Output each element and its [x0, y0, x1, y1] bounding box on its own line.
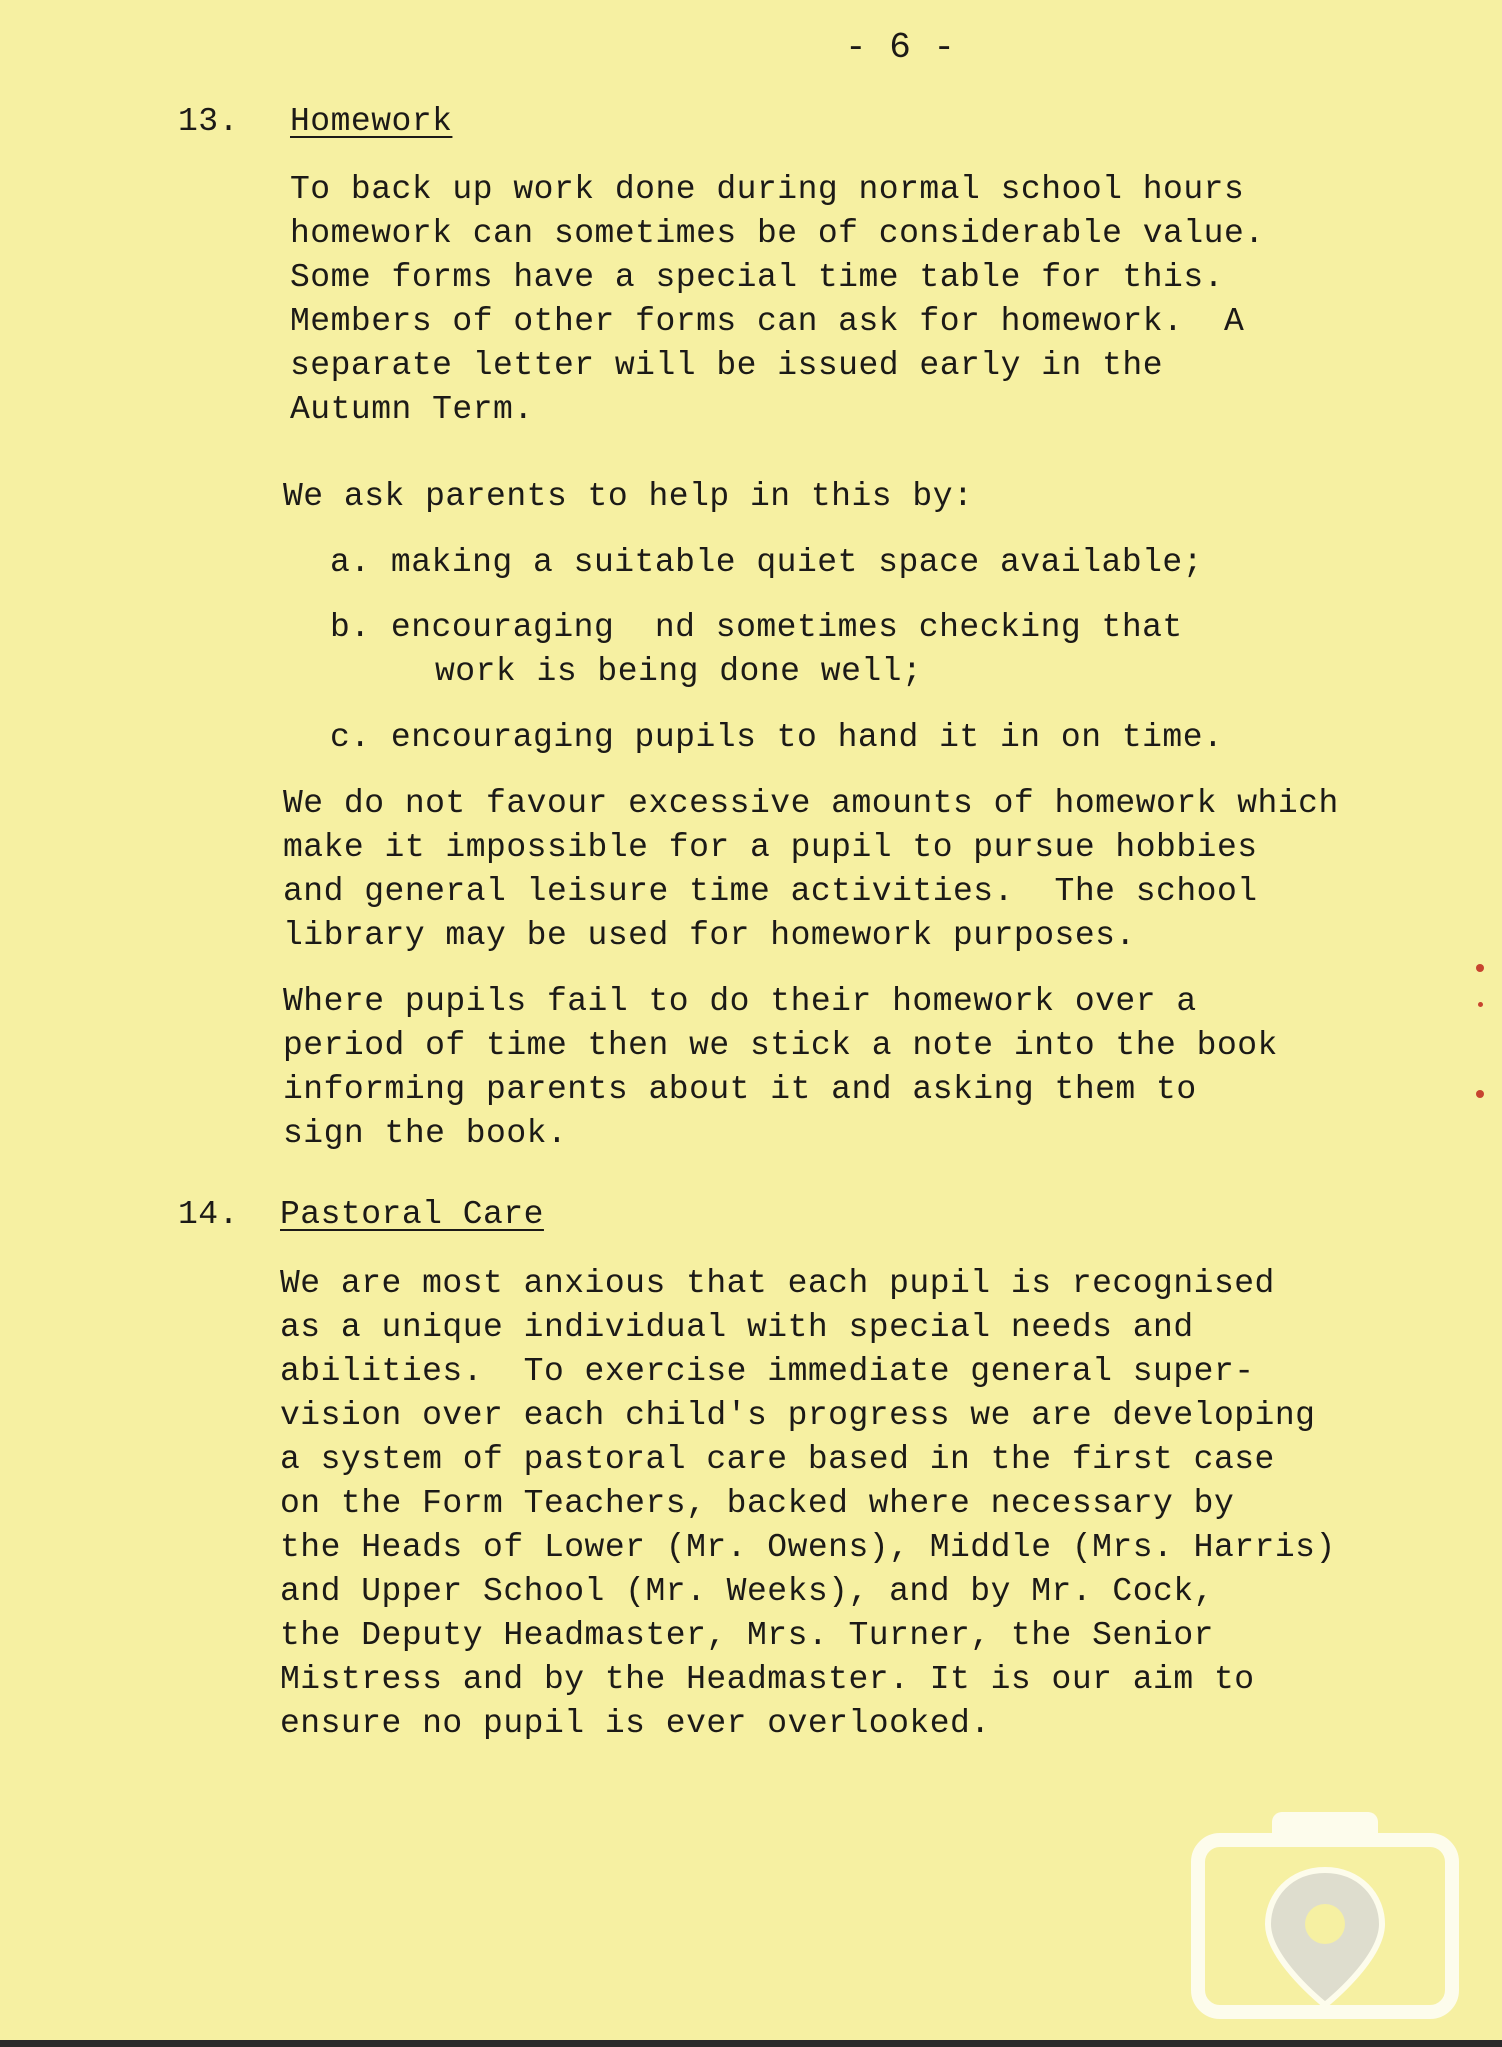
text-line: the Heads of Lower (Mr. Owens), Middle (Mrs. Harris) [280, 1529, 1336, 1566]
text-line: abilities. To exercise immediate general super- [280, 1353, 1255, 1390]
list-item-continuation: work is being done well; [435, 653, 923, 690]
text-line: separate letter will be issued early in the [290, 347, 1164, 384]
text-line: as a unique individual with special needs and [280, 1309, 1194, 1346]
text-line: period of time then we stick a note into the book [283, 1027, 1278, 1064]
section-number: 13. [178, 103, 239, 140]
text-line: Autumn Term. [290, 391, 534, 428]
ink-mark [1476, 1090, 1484, 1098]
list-item: b. encouraging nd sometimes checking that [330, 609, 1183, 646]
text-line: library may be used for homework purposes. [283, 917, 1136, 954]
text-line: on the Form Teachers, backed where necessary by [280, 1485, 1235, 1522]
text-line: ensure no pupil is ever overlooked. [280, 1705, 991, 1742]
list-item: a. making a suitable quiet space available; [330, 544, 1204, 581]
text-line: Some forms have a special time table for this. [290, 259, 1224, 296]
page-bottom-edge [0, 2040, 1502, 2047]
text-line: make it impossible for a pupil to pursue hobbies [283, 829, 1258, 866]
list-item: c. encouraging pupils to hand it in on time. [330, 719, 1224, 756]
text-line: Mistress and by the Headmaster. It is our aim to [280, 1661, 1255, 1698]
text-line: Members of other forms can ask for homework. A [290, 303, 1245, 340]
text-line: and general leisure time activities. The school [283, 873, 1258, 910]
text-line: the Deputy Headmaster, Mrs. Turner, the Senior [280, 1617, 1214, 1654]
text-line: We ask parents to help in this by: [283, 478, 974, 515]
text-line: a system of pastoral care based in the first case [280, 1441, 1275, 1478]
ink-mark [1476, 964, 1484, 972]
text-line: Where pupils fail to do their homework over a [283, 983, 1197, 1020]
section-heading: Homework [290, 103, 453, 140]
text-line: We are most anxious that each pupil is recognised [280, 1265, 1275, 1302]
ink-mark [1478, 1002, 1483, 1007]
section-number: 14. [178, 1196, 239, 1233]
text-line: vision over each child's progress we are developing [280, 1397, 1316, 1434]
section-heading: Pastoral Care [280, 1196, 544, 1233]
page-number: - 6 - [845, 27, 956, 68]
text-line: sign the book. [283, 1115, 568, 1152]
text-line: homework can sometimes be of considerable value. [290, 215, 1265, 252]
text-line: To back up work done during normal school hours [290, 171, 1245, 208]
text-line: and Upper School (Mr. Weeks), and by Mr. Cock, [280, 1573, 1214, 1610]
text-line: informing parents about it and asking them to [283, 1071, 1197, 1108]
camera-location-icon [1190, 1800, 1460, 2020]
text-line: We do not favour excessive amounts of homework which [283, 785, 1339, 822]
